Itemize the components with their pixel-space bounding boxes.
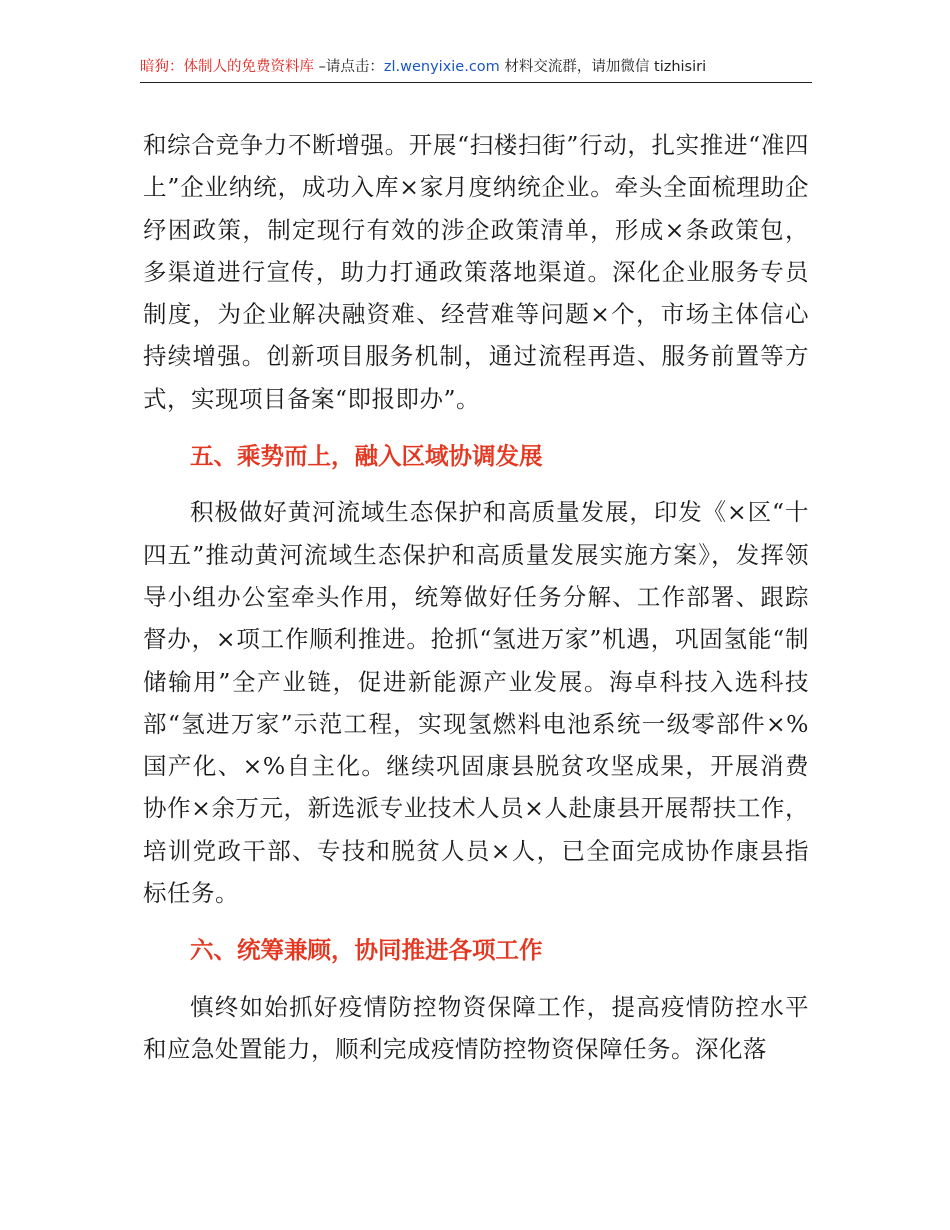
page-header <box>140 56 812 83</box>
paragraph-continued: 和综合竞争力不断增强。开展“扫楼扫街”行动，扎实推进“准四上”企业纳统，成功入库×家月度纳统企业。牵头全面梳理助企纾困政策，制定现行有效的涉企政策清单，形成×条政策包，多渠道进行宣传，助力打通政策落地渠道。深化企业服务专员制度，为企业解决融资难、经营难等问题×个，市场主体信心持续增强。创新项目服务机制，通过流程再造、服务前置等方式，实现项目备案“即报即办”。 <box>143 131 809 413</box>
section-heading-5: 五、乘势而上，融入区域协调发展 <box>190 442 543 471</box>
section-heading-6: 六、统筹兼顾，协同推进各项工作 <box>190 936 543 965</box>
header-click-prompt: –请点击： <box>314 59 384 75</box>
header-site-name: 暗狗：体制人的免费资料库 <box>140 59 314 75</box>
paragraph-section-5: 积极做好黄河流域生态保护和高质量发展，印发《×区“十四五”推动黄河流域生态保护和高质量发展实施方案》，发挥领导小组办公室牵头作用，统筹做好任务分解、工作部署、跟踪督办，×项工作顺利推进。抢抓“氢进万家”机遇，巩固氢能“制储输用”全产业链，促进新能源产业发展。海卓科技入选科技部“氢进万家”示范工程，实现氢燃料电池系统一级零部件×%国产化、×%自主化。继续巩固康县脱贫攻坚成果，开展消费协作×余万元，新选派专业技术人员×人赴康县开展帮扶工作，培训党政干部、专技和脱贫人员×人，已全面完成协作康县指标任务。 <box>143 498 809 908</box>
paragraph-section-6: 慎终如始抓好疫情防控物资保障工作，提高疫情防控水平和应急处置能力，顺利完成疫情防控物资保障任务。深化落 <box>143 992 809 1063</box>
header-link[interactable]: zl.wenyixie.com <box>383 59 500 75</box>
header-wechat-note: 材料交流群，请加微信 tizhisiri <box>499 59 707 75</box>
document-body <box>143 124 809 1070</box>
